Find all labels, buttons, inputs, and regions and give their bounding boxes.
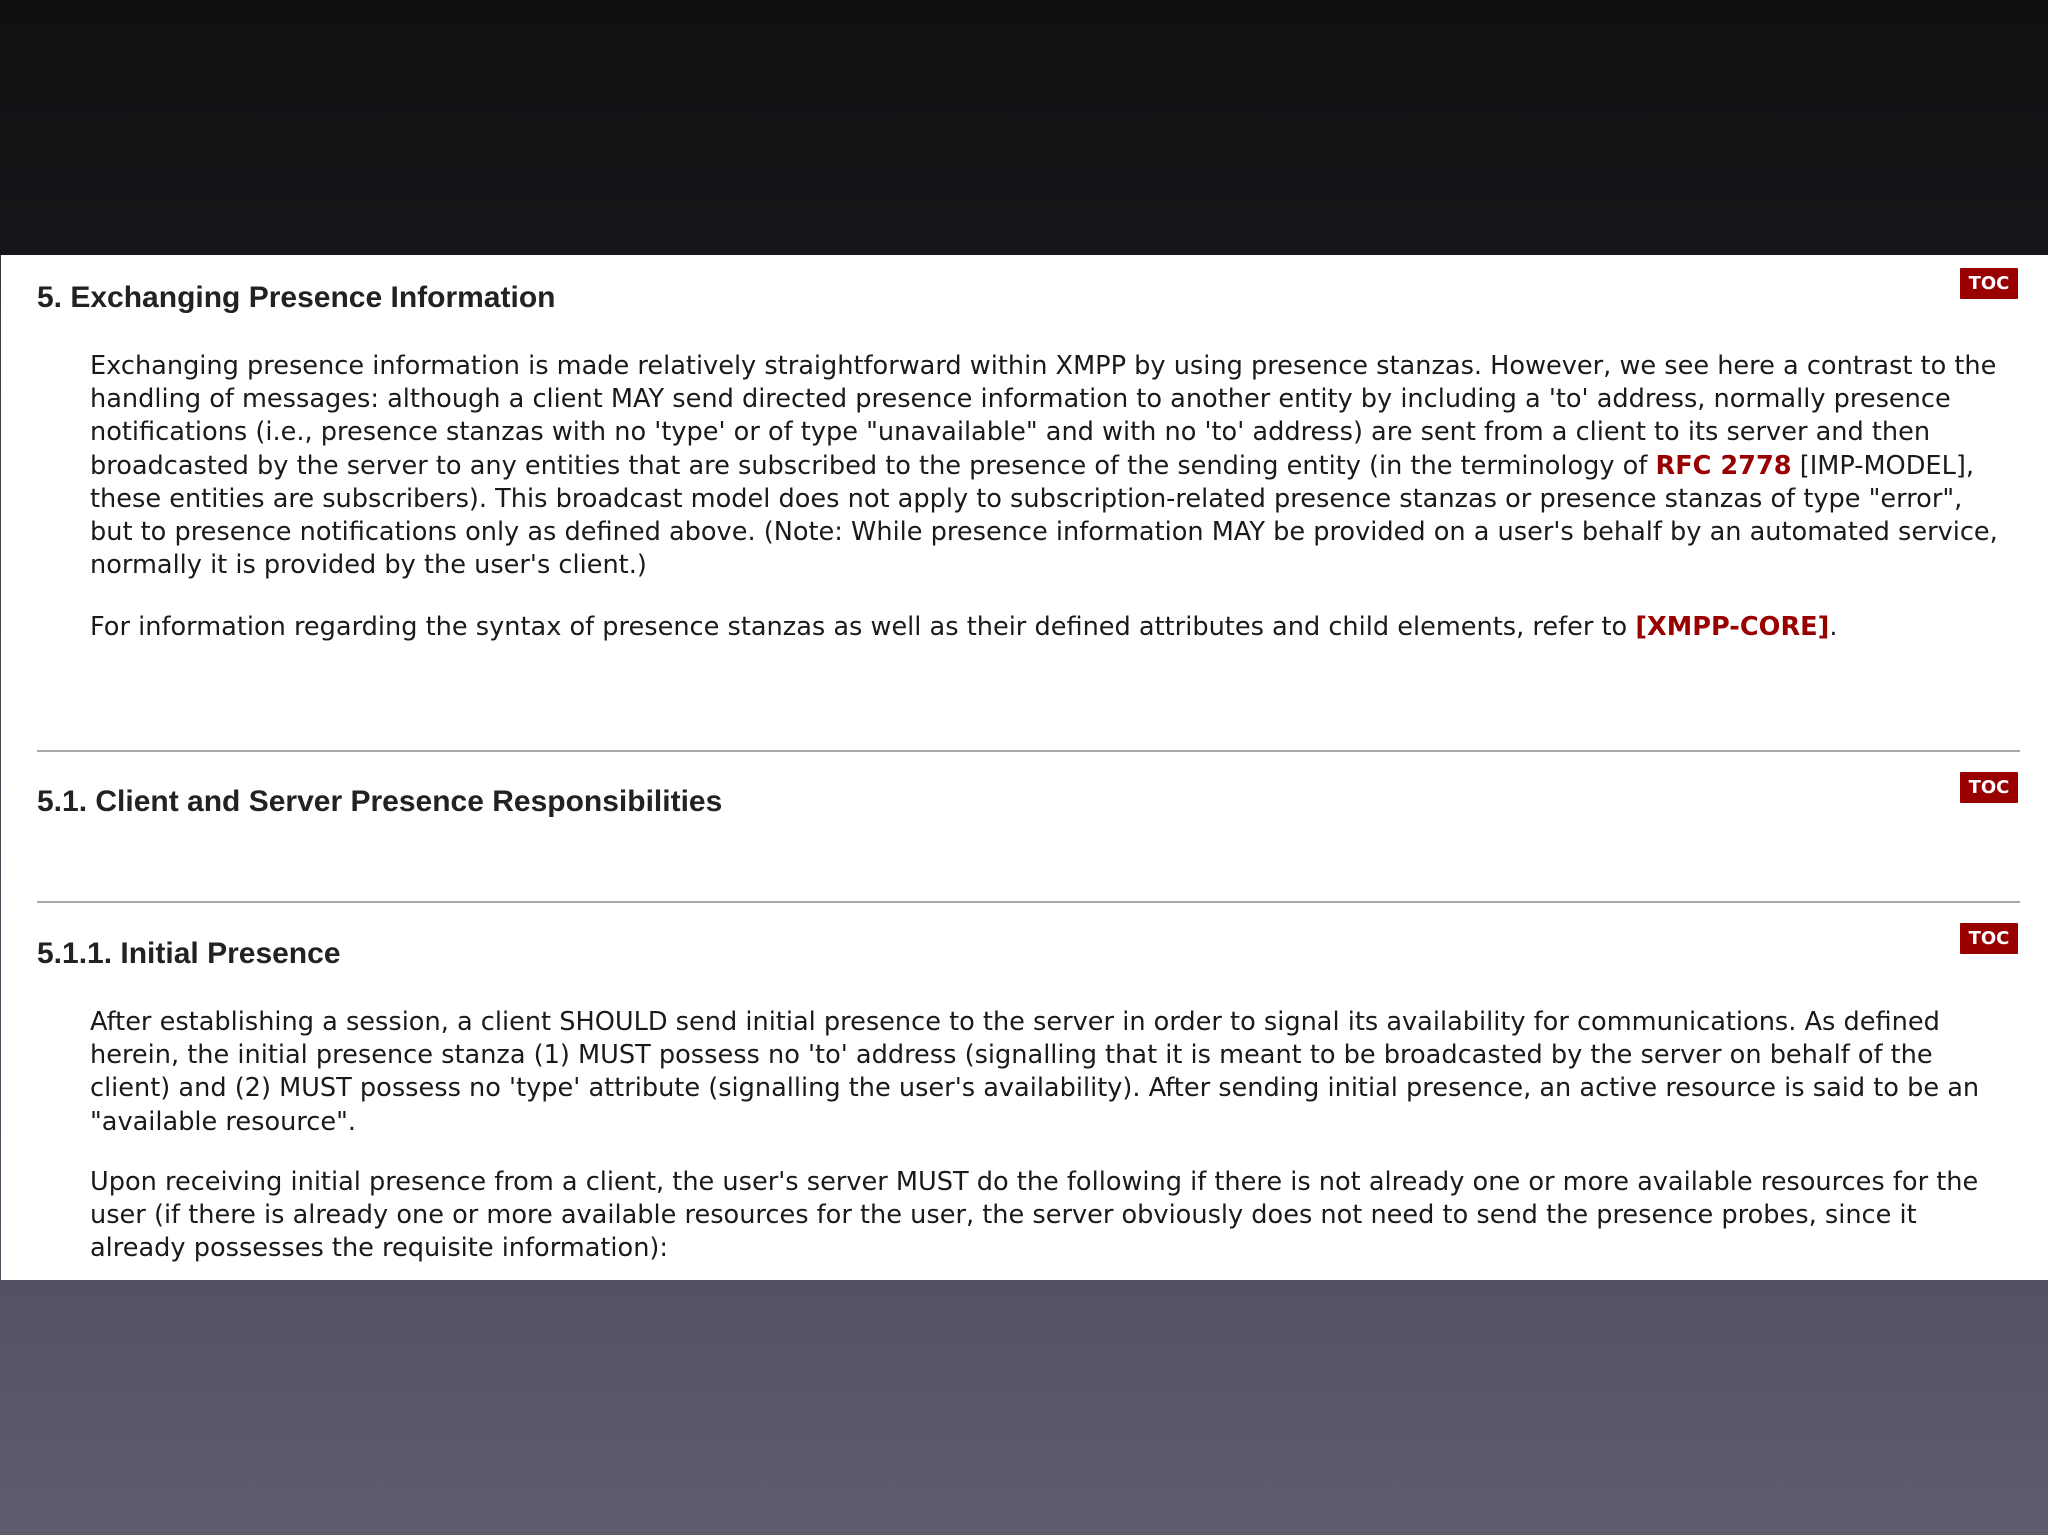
section-5-paragraph-2-text-b: .: [1829, 612, 1838, 642]
section-5-paragraph-1-text-a: Exchanging presence information is made relatively straightforward within XMPP by using presence stanzas. However, we see here a contrast to the handling of messages: although a client MAY send directed presence information to another entity by including a 'to' address, normally presence notifications (i.e., presence stanzas with no 'type' or of type "unavailable" and with no 'to' address) are sent from a client to its server and then broadcasted by the server to any entities that are subscribed to the presence of the sending entity (in the terminology of: [90, 351, 1997, 481]
xmpp-core-link[interactable]: [XMPP-CORE]: [1635, 612, 1830, 642]
section-5-1-1-paragraph-1: After establishing a session, a client SHOULD send initial presence to the server in order to signal its availability for communications. As defined herein, the initial presence stanza (1) MUST possess no 'to' address (signalling that it is meant to be broadcasted by the server on behalf of the client) and (2) MUST possess no 'type' attribute (signalling the user's availability). After sending initial presence, an active resource is said to be an "available resource".: [90, 1007, 1980, 1137]
section-5-paragraph-2-text-a: For information regarding the syntax of presence stanzas as well as their defined attributes and child elements, refer to: [90, 612, 1636, 642]
section-5-paragraph-1-text-b: [IMP-MODEL], these entities are subscribers). This broadcast model does not apply to subscription-related presence stanzas or presence stanzas of type "error", but to presence notifications only as defined above. (Note: While presence information MAY be provided on a user's behalf by an automated service, normally it is provided by the user's client.): [90, 450, 1998, 581]
toc-link-section-5[interactable]: TOC: [1960, 268, 2018, 299]
section-divider-2: [37, 901, 2020, 903]
toc-link-section-5-1-1[interactable]: TOC: [1960, 923, 2018, 954]
section-5-1-heading: 5.1. Client and Server Presence Responsibilities: [37, 785, 723, 818]
section-5-1-1-heading: 5.1.1. Initial Presence: [37, 937, 341, 970]
section-5-paragraph-1: [90, 350, 2010, 582]
toc-link-section-5-1[interactable]: TOC: [1960, 772, 2018, 803]
document-page: [1, 255, 2048, 1280]
section-5-1-1-paragraph-2: Upon receiving initial presence from a client, the user's server MUST do the following if there is not already one or more available resources for the user (if there is already one or more available resources for the user, the server obviously does not need to send the presence probes, since it already possesses the requisite information):: [90, 1167, 1979, 1264]
rfc-2778-link[interactable]: RFC 2778: [1655, 450, 1792, 481]
section-5-heading: 5. Exchanging Presence Information: [37, 281, 556, 314]
section-divider-1: [37, 750, 2020, 752]
section-5-paragraph-2: [90, 611, 2010, 644]
